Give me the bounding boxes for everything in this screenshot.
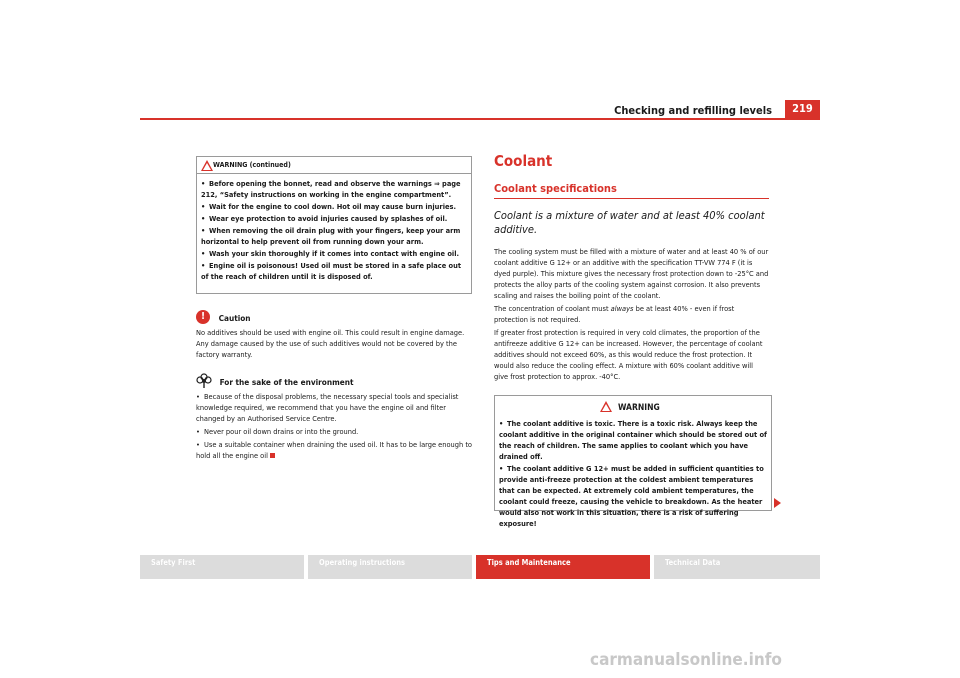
warning-continued-header [197,157,471,173]
continue-arrow-icon [774,498,781,508]
environment-bullet: • Use a suitable container when draining the used oil. It has to be large enough to hold all the engine oil [196,440,472,460]
watermark: carmanualsonline.info [590,650,782,670]
body-paragraph: If greater frost protection is required in very cold climates, the proportion of the antifreeze additive G 12+ can be increased. However, the percentage of coolant additives should not exceed 60%, as this would reduce the frost protection. It would also reduce the cooling effect. A mixture with 60% coolant additive will give frost protection to approx. -40°C. [494,328,763,381]
lead-text: Coolant is a mixture of water and at least 40% coolant additive. [494,209,765,236]
warning-box [494,395,772,528]
footer-tab-technical-data[interactable]: Technical Data [654,555,820,579]
footer-tab-tips-and-maintenance[interactable]: Tips and Maintenance [476,555,650,579]
left-column [196,306,476,463]
environment-flower-icon [196,373,212,388]
warning-triangle-icon [201,160,213,171]
caution-exclamation-icon: ! [196,310,210,324]
section-title: Coolant [494,152,553,170]
warning-bullet: • Wear eye protection to avoid injuries caused by splashes of oil. [201,214,448,223]
subsection-title: Coolant specifications [494,182,617,195]
warning-bullet: • Engine oil is poisonous! Used oil must be stored in a safe place out of the reach of children until it is disposed of. [201,261,462,281]
environment-bullet: • Never pour oil down drains or into the ground. [196,427,359,436]
warning-continued-box [196,156,472,294]
environment-title: For the sake of the environment [219,377,354,387]
warning-bullet: • Before opening the bonnet, read and observe the warnings ⇒ page 212, “Safety instructions on working in the engine compartment”. [201,179,461,199]
warning-bullet: • When removing the oil drain plug with your fingers, keep your arm horizontal to help prevent oil from running down your arm. [201,226,461,246]
warning-bullet: • Wait for the engine to cool down. Hot oil may cause burn injuries. [201,202,456,211]
warning-continued-label: WARNING (continued) [213,161,291,169]
warning-bullet: • Wash your skin thoroughly if it comes into contact with engine oil. [201,249,460,258]
warning-bullet: • The coolant additive G 12+ must be added in sufficient quantities to provide anti-freeze protection at the coldest ambient temperatures that can be expected. At extremely cold ambient temperatures, the coolant could freeze, causing the vehicle to breakdown. As the heater would also not work in this situation, there is a risk of suffering exposure! [499,464,764,528]
environment-bullet: • Because of the disposal problems, the necessary special tools and specialist knowledge required, we recommend that you have the engine oil and filter changed by an Authorised Service Centre. [196,392,459,423]
page-number: 219 [785,100,820,118]
warning-label: WARNING [618,403,660,413]
subsection-rule [494,198,769,199]
warning-bullet: • The coolant additive is toxic. There is a toxic risk. Always keep the coolant additive in the original container which should be stored out of the reach of children. The same applies to coolant which you have drained off. [499,419,767,461]
caution-text: No additives should be used with engine oil. This could result in engine damage. Any damage caused by the use of such additives would not be covered by the factory warranty. [196,328,465,359]
page-header-title: Checking and refilling levels [614,104,772,117]
caution-title: Caution [218,313,251,323]
header-rule [140,118,820,120]
right-column [494,152,769,384]
footer-tab-safety-first[interactable]: Safety First [140,555,304,579]
body-paragraph: The concentration of coolant must always be at least 40% - even if frost protection is not required. [494,304,735,324]
footer-tab-operating-instructions[interactable]: Operating instructions [308,555,472,579]
warning-triangle-icon [600,401,612,412]
end-of-section-marker-icon [270,453,275,458]
body-paragraph: The cooling system must be filled with a mixture of water and at least 40 % of our coolant additive G 12+ or an additive with the specification TT-VW 774 F (it is dyed purple). This mixture gives the necessary frost protection down to -25°C and protects the alloy parts of the cooling system against corrosion. It also prevents scaling and raises the boiling point of the coolant. [494,247,769,300]
warning-header [495,396,771,418]
